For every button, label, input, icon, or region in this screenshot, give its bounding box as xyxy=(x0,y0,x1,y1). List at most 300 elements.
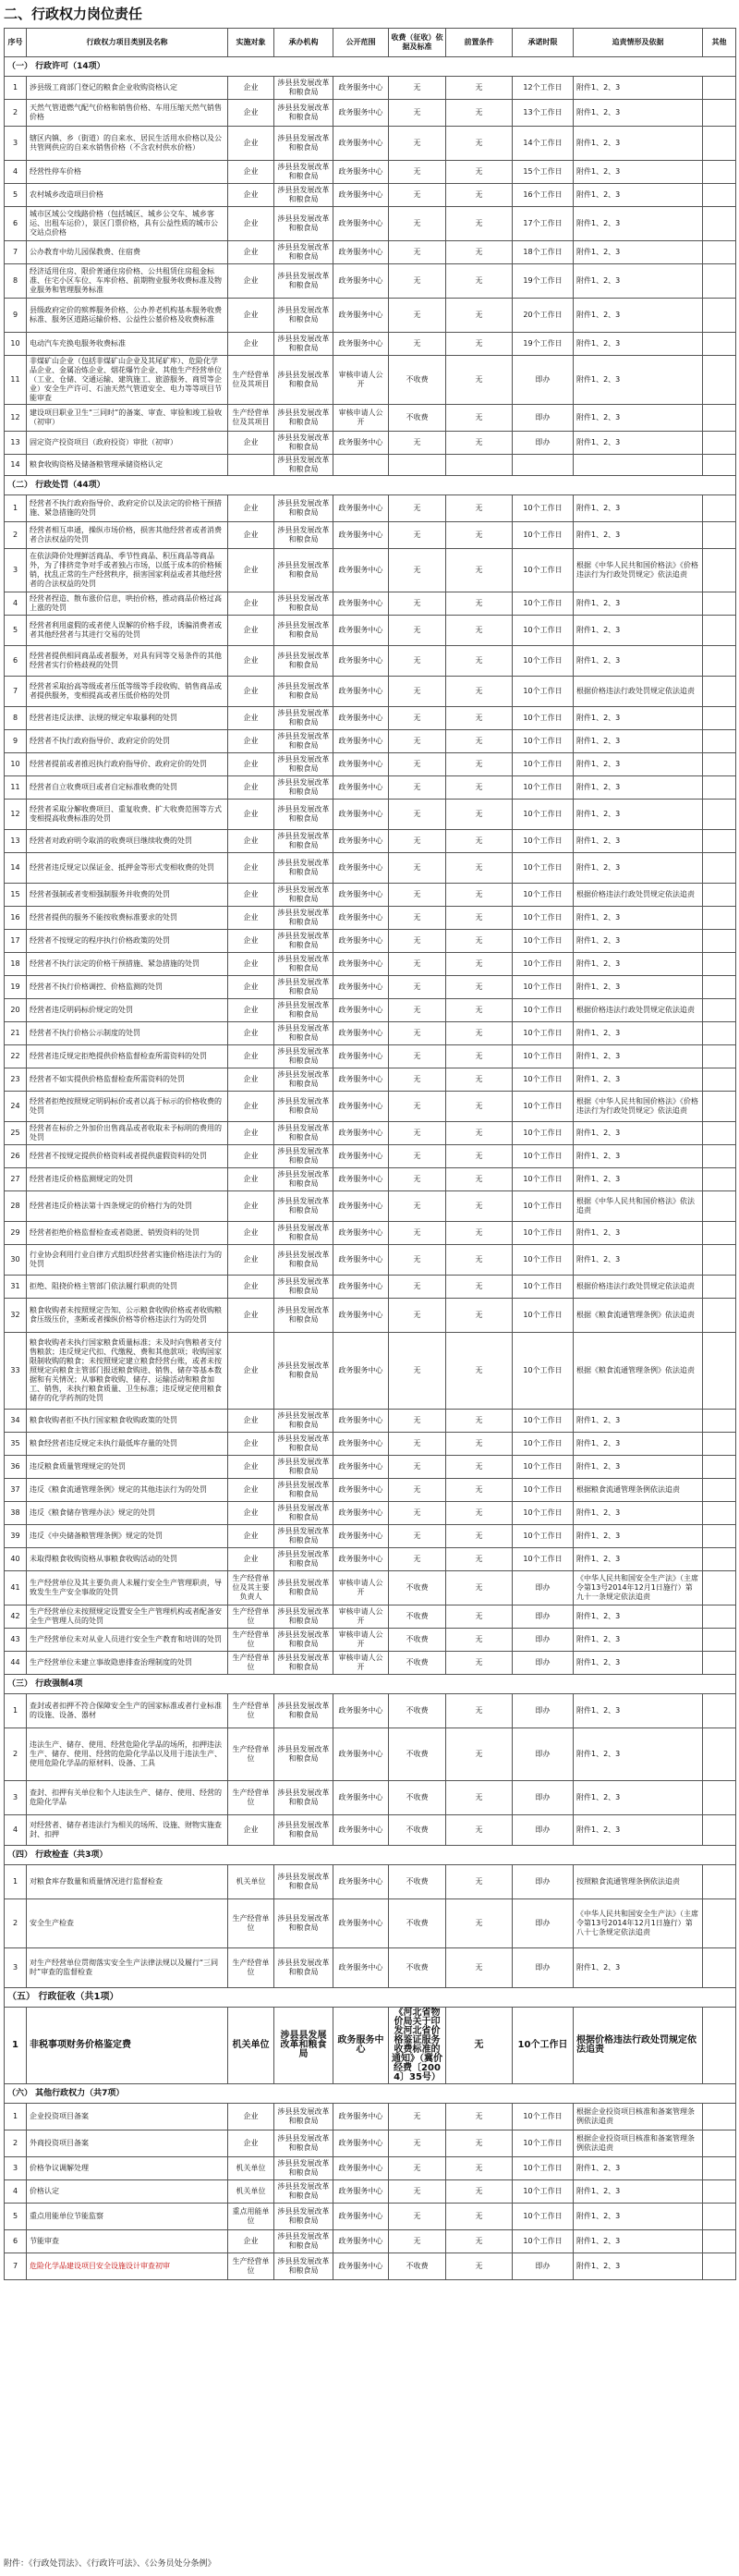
table-cell: 1 xyxy=(5,495,27,522)
table-cell xyxy=(703,2204,736,2230)
table-row xyxy=(5,1694,736,1728)
table-cell: 根据价格违法行政处罚规定依法追责 xyxy=(574,884,703,907)
table-cell: 经营者利用虚假的或者使人误解的价格手段，诱骗消费者或者其他经营者与其进行交易的处罚 xyxy=(27,616,228,646)
table-cell: 涉县县发展改革和粮食局 xyxy=(274,2180,333,2204)
table-cell: 无 xyxy=(446,976,513,999)
table-cell: 无 xyxy=(389,2230,446,2253)
table-cell: 无 xyxy=(446,753,513,776)
table-cell: 不收费 xyxy=(389,405,446,432)
table-cell: 13个工作日 xyxy=(513,100,574,127)
table-cell: 10个工作日 xyxy=(513,1122,574,1145)
table-cell: 9 xyxy=(5,730,27,753)
table-cell: 无 xyxy=(389,2104,446,2130)
table-cell: 政务服务中心 xyxy=(333,1865,389,1899)
table-cell: 涉县县发展改革和粮食局 xyxy=(274,1276,333,1299)
table-cell: 41 xyxy=(5,1571,27,1605)
table-cell: 企业 xyxy=(228,1299,274,1333)
table-cell: 企业 xyxy=(228,1191,274,1222)
table-cell: 附件1、2、3 xyxy=(574,776,703,800)
table-cell: 附件1、2、3 xyxy=(574,976,703,999)
table-cell: 政务服务中心 xyxy=(333,1410,389,1433)
table-cell: 不收费 xyxy=(389,1694,446,1728)
table-cell: 37 xyxy=(5,1479,27,1502)
table-cell: 违反《粮食流通管理条例》规定的其他违法行为的处罚 xyxy=(27,1479,228,1502)
table-cell: 不收费 xyxy=(389,1948,446,1988)
table-cell: 无 xyxy=(389,161,446,184)
table-cell: 无 xyxy=(389,1548,446,1571)
table-cell: 23 xyxy=(5,1068,27,1092)
table-cell: 企业 xyxy=(228,1333,274,1410)
table-cell: 附件1、2、3 xyxy=(574,2157,703,2180)
table-cell: 无 xyxy=(446,1145,513,1168)
table-cell: 无 xyxy=(389,1299,446,1333)
table-cell: 政务服务中心 xyxy=(333,2253,389,2280)
table-cell: 生产经营单位及其项目 xyxy=(228,405,274,432)
table-cell: 10个工作日 xyxy=(513,592,574,616)
table-cell: 无 xyxy=(446,907,513,930)
table-cell: 经营者不执行法定的价格干预措施、紧急措施的处罚 xyxy=(27,953,228,976)
table-cell: 即办 xyxy=(513,1899,574,1948)
table-cell: 无 xyxy=(446,1022,513,1045)
table-cell xyxy=(703,999,736,1022)
table-cell: 涉县县发展改革和粮食局 xyxy=(274,1022,333,1045)
table-row xyxy=(5,264,736,299)
table-cell: 10个工作日 xyxy=(513,707,574,730)
table-cell: 无 xyxy=(446,1694,513,1728)
table-cell: 企业 xyxy=(228,2130,274,2157)
table-cell: 附件1、2、3 xyxy=(574,333,703,356)
table-cell: 涉县县发展改革和粮食局 xyxy=(274,127,333,161)
table-cell: 安全生产检查 xyxy=(27,1899,228,1948)
table-cell xyxy=(703,2253,736,2280)
table-cell: 无 xyxy=(389,753,446,776)
table-cell: 涉县县发展改革和粮食局 xyxy=(274,2104,333,2130)
table-cell: 生产经营单位 xyxy=(228,1605,274,1629)
table-cell: 涉县县发展改革和粮食局 xyxy=(274,207,333,241)
table-cell: 企业 xyxy=(228,753,274,776)
table-cell: 即办 xyxy=(513,1694,574,1728)
header-cell-2: 实施对象 xyxy=(228,29,274,57)
table-cell: 政务服务中心 xyxy=(333,1145,389,1168)
table-cell xyxy=(703,207,736,241)
table-cell: 政务服务中心 xyxy=(333,1222,389,1245)
table-cell: 企业 xyxy=(228,1022,274,1045)
table-cell: 无 xyxy=(446,2104,513,2130)
table-cell xyxy=(228,455,274,476)
table-cell xyxy=(703,953,736,976)
table-cell: 无 xyxy=(446,1815,513,1846)
table-row xyxy=(5,1245,736,1276)
table-cell: 10个工作日 xyxy=(513,930,574,953)
table-cell xyxy=(703,1899,736,1948)
table-cell xyxy=(703,77,736,100)
header-cell-9: 其他 xyxy=(703,29,736,57)
table-cell: 2 xyxy=(5,522,27,549)
table-cell: 涉县县发展改革和粮食局 xyxy=(274,432,333,455)
table-cell: 无 xyxy=(446,100,513,127)
table-cell: 19 xyxy=(5,976,27,999)
table-cell: 42 xyxy=(5,1605,27,1629)
section-subtitle: 行政许可（14项） xyxy=(35,62,105,71)
table-cell: 无 xyxy=(446,1276,513,1299)
table-cell: 附件1、2、3 xyxy=(574,1022,703,1045)
table-row xyxy=(5,1222,736,1245)
table-row xyxy=(5,1333,736,1410)
table-cell: 无 xyxy=(446,1502,513,1525)
table-cell: 附件1、2、3 xyxy=(574,2230,703,2253)
table-cell: 无 xyxy=(446,1948,513,1988)
table-cell: 政务服务中心 xyxy=(333,677,389,707)
table-row xyxy=(5,207,736,241)
section-title xyxy=(5,1846,736,1865)
table-cell: 企业 xyxy=(228,184,274,207)
table-cell: 10个工作日 xyxy=(513,976,574,999)
table-cell: 无 xyxy=(446,953,513,976)
table-cell: 政务服务中心 xyxy=(333,549,389,592)
table-cell: 审核申请人公开 xyxy=(333,1571,389,1605)
table-cell: 10个工作日 xyxy=(513,830,574,853)
table-cell xyxy=(703,1525,736,1548)
duty-table xyxy=(4,28,736,2280)
table-cell: 根据价格违法行政处罚规定依法追责 xyxy=(574,999,703,1022)
table-cell: 无 xyxy=(446,241,513,264)
table-row xyxy=(5,1276,736,1299)
table-cell: 10个工作日 xyxy=(513,2180,574,2204)
table-cell: 5 xyxy=(5,2204,27,2230)
table-row xyxy=(5,800,736,830)
table-cell: 无 xyxy=(389,1168,446,1191)
section-row xyxy=(5,2084,736,2104)
table-cell: 违反粮食质量管理规定的处罚 xyxy=(27,1456,228,1479)
table-cell: 涉县县发展改革和粮食局 xyxy=(274,1899,333,1948)
table-cell: 不收费 xyxy=(389,1652,446,1675)
table-cell: 无 xyxy=(389,1068,446,1092)
table-cell: 21 xyxy=(5,1022,27,1045)
table-cell: 35 xyxy=(5,1433,27,1456)
table-cell xyxy=(703,1815,736,1846)
table-cell: 40 xyxy=(5,1548,27,1571)
table-cell xyxy=(703,1092,736,1122)
table-cell: 政务服务中心 xyxy=(333,707,389,730)
table-cell: 无 xyxy=(446,1548,513,1571)
table-cell: 生产经营单位 xyxy=(228,1948,274,1988)
table-row xyxy=(5,1865,736,1899)
table-cell xyxy=(703,241,736,264)
table-cell: 附件1、2、3 xyxy=(574,405,703,432)
table-cell: 生产经营单位 xyxy=(228,2253,274,2280)
table-cell xyxy=(513,455,574,476)
table-cell xyxy=(703,161,736,184)
section-title xyxy=(5,1988,736,2008)
table-cell: 涉县县发展改革和粮食局 xyxy=(274,2130,333,2157)
table-cell: 重点用能单位 xyxy=(228,2204,274,2230)
table-cell: 32 xyxy=(5,1299,27,1333)
table-cell: 非煤矿山企业（包括非煤矿山企业及其尾矿库）、危险化学品企业、金属冶炼企业、烟花爆竹企业、其他生产经营单位（工业、仓储、交通运输、建筑施工、旅游服务、商贸等企业）安全生产许可、石油天然气管道安全、电力等等项目节能审查 xyxy=(27,356,228,405)
table-cell: 政务服务中心 xyxy=(333,77,389,100)
table-cell: 无 xyxy=(446,999,513,1022)
table-cell: 10 xyxy=(5,333,27,356)
table-cell: 即办 xyxy=(513,1728,574,1781)
table-cell: 10个工作日 xyxy=(513,753,574,776)
table-cell: 企业 xyxy=(228,930,274,953)
table-row xyxy=(5,2008,736,2084)
table-cell: 即办 xyxy=(513,1629,574,1652)
table-cell: 1 xyxy=(5,1865,27,1899)
table-cell: 涉县县发展改革和粮食局 xyxy=(274,1299,333,1333)
table-cell: 无 xyxy=(389,730,446,753)
table-cell: 企业 xyxy=(228,1548,274,1571)
table-cell: 经营者提供相同商品或者服务，对具有同等交易条件的其他经营者实行价格歧视的处罚 xyxy=(27,646,228,677)
table-cell: 附件1、2、3 xyxy=(574,1145,703,1168)
table-cell: 根据《中华人民共和国价格法》《价格违法行为行政处罚规定》依法追责 xyxy=(574,549,703,592)
table-cell: 政务服务中心 xyxy=(333,1191,389,1222)
table-cell xyxy=(574,455,703,476)
table-cell: 无 xyxy=(389,333,446,356)
table-cell: 涉县县发展改革和粮食局 xyxy=(274,549,333,592)
table-cell: 无 xyxy=(446,1222,513,1245)
table-cell: 政务服务中心 xyxy=(333,207,389,241)
table-cell: 2 xyxy=(5,2130,27,2157)
table-cell: 28 xyxy=(5,1191,27,1222)
table-cell: 政务服务中心 xyxy=(333,1948,389,1988)
table-cell: 附件1、2、3 xyxy=(574,1222,703,1245)
table-cell: 行业协会利用行业自律方式组织经营者实施价格违法行为的处罚 xyxy=(27,1245,228,1276)
table-cell: 20个工作日 xyxy=(513,299,574,333)
table-cell: 企业 xyxy=(228,1068,274,1092)
table-row xyxy=(5,549,736,592)
table-cell: 违反《粮食储存管理办法》规定的处罚 xyxy=(27,1502,228,1525)
table-cell: 10个工作日 xyxy=(513,1022,574,1045)
table-cell: 10个工作日 xyxy=(513,2204,574,2230)
table-cell: 政务服务中心 xyxy=(333,853,389,884)
table-row xyxy=(5,1479,736,1502)
table-cell: 涉县县发展改革和粮食局 xyxy=(274,356,333,405)
table-row xyxy=(5,2180,736,2204)
table-cell: 企业 xyxy=(228,646,274,677)
table-cell: 无 xyxy=(446,1191,513,1222)
table-cell: 审核申请人公开 xyxy=(333,1652,389,1675)
table-cell: 企业 xyxy=(228,2104,274,2130)
table-cell: 无 xyxy=(389,77,446,100)
table-row xyxy=(5,432,736,455)
table-cell: 经营者拒绝按照规定明码标价或者以高于标示的价格收费的处罚 xyxy=(27,1092,228,1122)
table-row xyxy=(5,1068,736,1092)
table-cell xyxy=(703,1652,736,1675)
table-cell: 无 xyxy=(389,241,446,264)
table-cell: 3 xyxy=(5,2157,27,2180)
table-cell: 附件1、2、3 xyxy=(574,1045,703,1068)
table-cell: 无 xyxy=(446,522,513,549)
table-cell xyxy=(703,1605,736,1629)
table-cell: 无 xyxy=(389,616,446,646)
table-cell xyxy=(703,2230,736,2253)
table-cell: 企业 xyxy=(228,432,274,455)
table-cell: 企业 xyxy=(228,776,274,800)
table-cell xyxy=(703,853,736,884)
table-cell: 附件1、2、3 xyxy=(574,730,703,753)
table-cell: 附件1、2、3 xyxy=(574,1122,703,1145)
table-cell: 16个工作日 xyxy=(513,184,574,207)
table-cell: 涉县县发展改革和粮食局 xyxy=(274,592,333,616)
table-cell: 4 xyxy=(5,592,27,616)
table-cell: 无 xyxy=(389,1456,446,1479)
table-cell: 10个工作日 xyxy=(513,1333,574,1410)
table-cell: 10个工作日 xyxy=(513,884,574,907)
table-cell: 政务服务中心 xyxy=(333,730,389,753)
table-cell: 涉县县发展改革和粮食局 xyxy=(274,1479,333,1502)
table-cell: 附件1、2、3 xyxy=(574,522,703,549)
table-cell: 根据企业投资项目核准和备案管理条例依法追责 xyxy=(574,2130,703,2157)
table-cell: 粮食收购者拒不执行国家粮食收购政策的处罚 xyxy=(27,1410,228,1433)
table-cell: 无 xyxy=(446,207,513,241)
table-cell: 无 xyxy=(389,677,446,707)
table-cell: 经营者不执行政府指导价、政府定价的处罚 xyxy=(27,730,228,753)
table-cell: 政务服务中心 xyxy=(333,953,389,976)
section-label: （二） xyxy=(7,481,33,490)
table-cell: 危险化学品建设项目安全设施设计审查初审 xyxy=(27,2253,228,2280)
table-cell: 无 xyxy=(389,907,446,930)
table-cell: 企业 xyxy=(228,999,274,1022)
table-cell: 14 xyxy=(5,455,27,476)
table-cell: 政务服务中心 xyxy=(333,241,389,264)
table-cell: 经营者提前或者推迟执行政府指导价、政府定价的处罚 xyxy=(27,753,228,776)
table-cell: 政务服务中心 xyxy=(333,1694,389,1728)
table-cell: 生产经营单位 xyxy=(228,1629,274,1652)
table-cell: 即办 xyxy=(513,405,574,432)
table-cell xyxy=(703,1781,736,1815)
table-cell: 无 xyxy=(446,592,513,616)
table-cell: 附件1、2、3 xyxy=(574,184,703,207)
table-cell: 25 xyxy=(5,1122,27,1145)
table-row xyxy=(5,2230,736,2253)
table-cell: 10个工作日 xyxy=(513,1222,574,1245)
table-cell: 涉县县发展改革和粮食局 xyxy=(274,1092,333,1122)
table-cell: 审核申请人公开 xyxy=(333,405,389,432)
table-cell: 无 xyxy=(446,707,513,730)
table-cell: 粮食收购者未按照规定告知、公示粮食收购价格或者收购粮食压级压价，垄断或者操纵价格等价格违法行为的处罚 xyxy=(27,1299,228,1333)
table-cell: 10个工作日 xyxy=(513,495,574,522)
table-cell: 无 xyxy=(389,646,446,677)
table-cell: 10个工作日 xyxy=(513,1299,574,1333)
table-cell xyxy=(703,1168,736,1191)
table-cell: 企业 xyxy=(228,77,274,100)
table-cell: 涉县县发展改革和粮食局 xyxy=(274,776,333,800)
table-cell: 无 xyxy=(389,1433,446,1456)
table-cell xyxy=(703,830,736,853)
table-cell: 10个工作日 xyxy=(513,2130,574,2157)
table-row xyxy=(5,455,736,476)
table-cell: 10个工作日 xyxy=(513,1525,574,1548)
table-cell: 违法生产、储存、使用、经营危险化学品的场所，扣押违法生产、储存、使用、经营的危险化学品以及用于违法生产、使用危险化学品的原材料、设备、工具 xyxy=(27,1728,228,1781)
table-cell: 14个工作日 xyxy=(513,127,574,161)
table-cell: 涉县县发展改革和粮食局 xyxy=(274,1222,333,1245)
table-cell xyxy=(703,1410,736,1433)
table-cell: 无 xyxy=(446,432,513,455)
table-cell: 无 xyxy=(389,1525,446,1548)
table-cell: 无 xyxy=(389,884,446,907)
table-cell xyxy=(703,2008,736,2084)
table-cell: 不收费 xyxy=(389,1899,446,1948)
table-cell: 17 xyxy=(5,930,27,953)
table-cell: 电动汽车充换电服务收费标准 xyxy=(27,333,228,356)
table-cell: 10个工作日 xyxy=(513,953,574,976)
table-cell: 涉县县发展改革和粮食局 xyxy=(274,2204,333,2230)
table-cell xyxy=(703,907,736,930)
table-cell: 价格争议调解处理 xyxy=(27,2157,228,2180)
table-cell: 机关单位 xyxy=(228,2157,274,2180)
table-cell: 粮食收购者未执行国家粮食质量标准；未及时向售粮者支付售粮款；违反规定代扣、代缴税、费和其他款项；收购国家限制收购的粮食；未按照规定建立粮食经营台账，或者未按照规定向粮食主管部门报送粮食购进、销售、储存等基本数据和有关情况；从事粮食收购、储存、运输活动和粮食加工、销售，未执行粮食质量、卫生标准；违反规定使用粮食储存的化学药剂的处罚 xyxy=(27,1333,228,1410)
table-cell: 涉县县发展改革和粮食局 xyxy=(274,1694,333,1728)
table-cell: 涉县县发展改革和粮食局 xyxy=(274,1068,333,1092)
section-title xyxy=(5,1675,736,1694)
table-cell: 6 xyxy=(5,2230,27,2253)
table-cell: 附件1、2、3 xyxy=(574,707,703,730)
table-cell: 无 xyxy=(446,1781,513,1815)
table-cell: 涉县县发展改革和粮食局 xyxy=(274,1456,333,1479)
table-cell: 附件1、2、3 xyxy=(574,495,703,522)
table-cell: 涉县级工商部门登记的粮食企业收购资格认定 xyxy=(27,77,228,100)
table-cell: 涉县县发展改革和粮食局 xyxy=(274,405,333,432)
header-cell-6: 前置条件 xyxy=(446,29,513,57)
table-cell: 无 xyxy=(389,707,446,730)
table-cell: 政务服务中心 xyxy=(333,127,389,161)
table-cell: 39 xyxy=(5,1525,27,1548)
table-cell: 附件1、2、3 xyxy=(574,241,703,264)
section-title xyxy=(5,2084,736,2104)
table-cell: 1 xyxy=(5,2104,27,2130)
table-row xyxy=(5,2204,736,2230)
table-cell: 企业 xyxy=(228,299,274,333)
table-cell: 12 xyxy=(5,405,27,432)
table-cell: 附件1、2、3 xyxy=(574,2204,703,2230)
table-cell: 对生产经营单位贯彻落实安全生产法律法规以及履行“三同时”审查的监督检查 xyxy=(27,1948,228,1988)
table-cell: 无 xyxy=(446,1652,513,1675)
table-row xyxy=(5,1092,736,1122)
table-cell: 无 xyxy=(446,2157,513,2180)
table-cell: 政务服务中心 xyxy=(333,884,389,907)
table-cell xyxy=(703,1433,736,1456)
table-cell: 涉县县发展改革和粮食局 xyxy=(274,299,333,333)
table-cell xyxy=(703,730,736,753)
table-cell xyxy=(703,1548,736,1571)
section-label: （一） xyxy=(7,62,33,71)
table-cell: 经营者不按规定的程序执行价格政策的处罚 xyxy=(27,930,228,953)
table-cell: 10 xyxy=(5,753,27,776)
table-cell: 企业 xyxy=(228,884,274,907)
table-cell: 11 xyxy=(5,776,27,800)
table-cell: 2 xyxy=(5,100,27,127)
table-cell: 经营者违反规定以保证金、抵押金等形式变相收费的处罚 xyxy=(27,853,228,884)
table-cell: 无 xyxy=(389,999,446,1022)
table-cell: 生产经营单位 xyxy=(228,1899,274,1948)
section-subtitle: 行政征收（共1项） xyxy=(38,1992,119,2002)
table-cell: 企业 xyxy=(228,1479,274,1502)
table-cell: 政务服务中心 xyxy=(333,753,389,776)
table-cell: 无 xyxy=(446,356,513,405)
table-cell: 经营者不执行价格调控、价格监测的处罚 xyxy=(27,976,228,999)
table-cell: 经营者不如实提供价格监督检查所需资料的处罚 xyxy=(27,1068,228,1092)
table-cell xyxy=(703,884,736,907)
table-cell: 无 xyxy=(446,1168,513,1191)
table-row xyxy=(5,1605,736,1629)
table-cell: 1 xyxy=(5,2008,27,2084)
table-cell: 无 xyxy=(446,1456,513,1479)
table-cell xyxy=(703,616,736,646)
table-cell: 企业 xyxy=(228,522,274,549)
table-cell: 10个工作日 xyxy=(513,853,574,884)
table-cell: 附件1、2、3 xyxy=(574,1948,703,1988)
table-cell: 无 xyxy=(446,495,513,522)
